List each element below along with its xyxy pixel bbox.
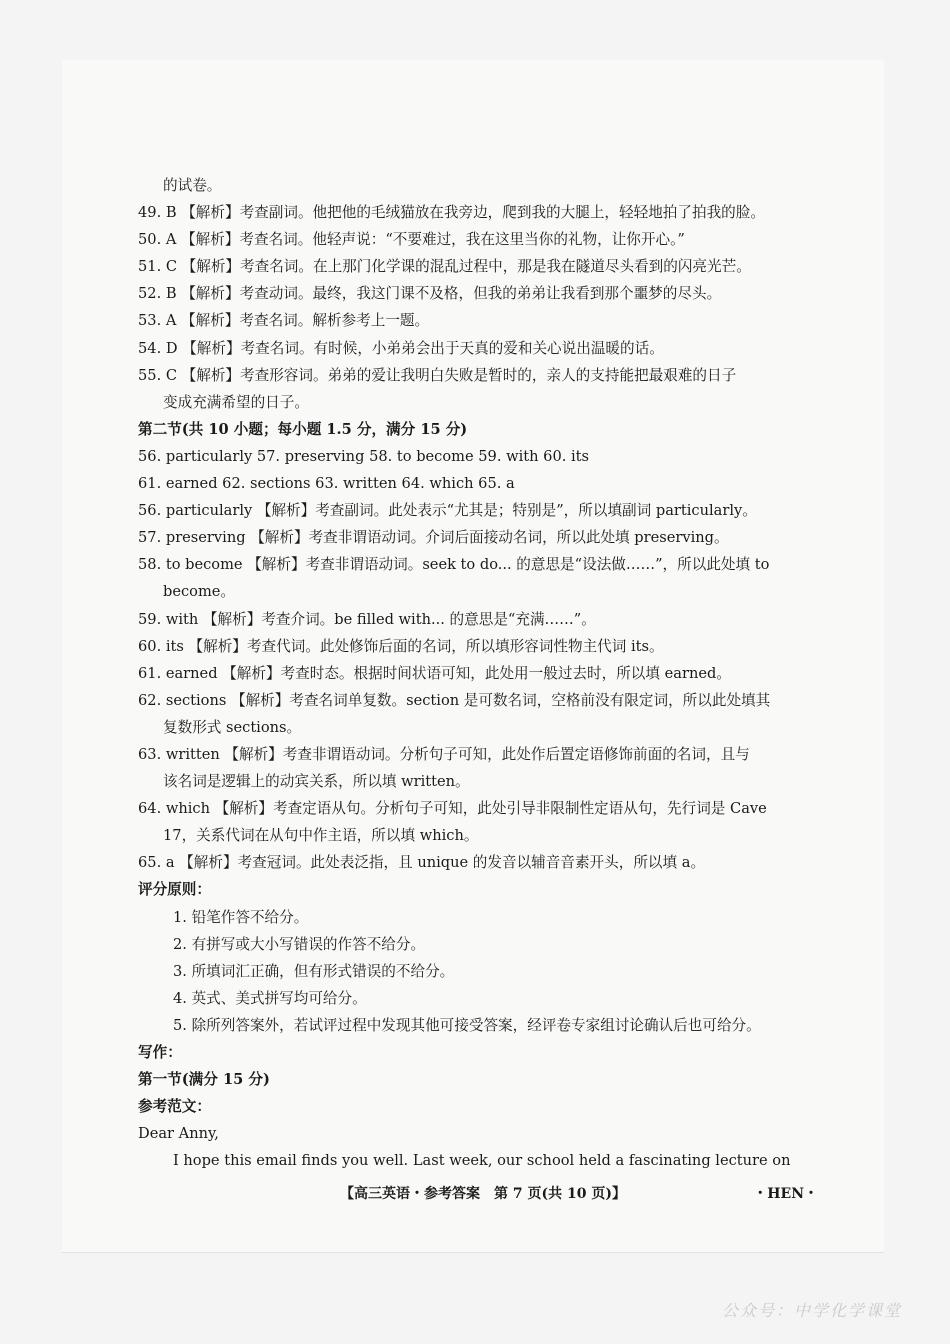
section-heading: 第二节(共 10 小题；每小题 1.5 分，满分 15 分) bbox=[138, 420, 468, 438]
answer-55: 55. C 【解析】考查形容词。弟弟的爱让我明白失败是暂时的，亲人的支持能把最艰难的日子 bbox=[138, 366, 737, 384]
letter-body-line: I hope this email finds you well. Last week, our school held a fascinating lecture on bbox=[173, 1152, 791, 1170]
text-line: become。 bbox=[163, 583, 236, 601]
answer-58: 58. to become 【解析】考查非谓语动词。seek to do... 的意思是“设法做……”，所以此处填 to bbox=[138, 556, 770, 574]
text-line: 17，关系代词在从句中作主语，所以填 which。 bbox=[163, 827, 479, 845]
scoring-rule: 5. 除所列答案外，若试评过程中发现其他可接受答案，经评卷专家组讨论确认后也可给分。 bbox=[173, 1016, 761, 1034]
answer-content bbox=[138, 172, 818, 1174]
answer-60: 60. its 【解析】考查代词。此处修饰后面的名词，所以填形容词性物主代词 its。 bbox=[138, 637, 664, 655]
answer-54: 54. D 【解析】考查名词。有时候，小弟弟会出于天真的爱和关心说出温暖的话。 bbox=[138, 339, 664, 357]
letter-salutation: Dear Anny, bbox=[138, 1125, 219, 1143]
answer-51: 51. C 【解析】考查名词。在上那门化学课的混乱过程中，那是我在隧道尽头看到的闪亮光芒。 bbox=[138, 258, 751, 276]
answer-summary-row: 61. earned 62. sections 63. written 64. which 65. a bbox=[138, 475, 515, 493]
answer-65: 65. a 【解析】考查冠词。此处表泛指，且 unique 的发音以辅音音素开头，所以填 a。 bbox=[138, 854, 706, 872]
writing-heading: 写作： bbox=[138, 1044, 182, 1061]
answer-summary-row: 56. particularly 57. preserving 58. to become 59. with 60. its bbox=[138, 447, 590, 465]
answer-57: 57. preserving 【解析】考查非谓语动词。介词后面接动名词，所以此处填 preserving。 bbox=[138, 529, 729, 547]
footer-code: ・HEN・ bbox=[753, 1186, 818, 1202]
section-heading: 第一节(满分 15 分) bbox=[138, 1071, 270, 1089]
answer-62: 62. sections 【解析】考查名词单复数。section 是可数名词，空格前没有限定词，所以此处填其 bbox=[138, 691, 771, 709]
scoring-rule: 1. 铅笔作答不给分。 bbox=[173, 908, 309, 926]
answer-50: 50. A 【解析】考查名词。他轻声说：“不要难过，我在这里当你的礼物，让你开心。” bbox=[138, 231, 685, 249]
answer-56: 56. particularly 【解析】考查副词。此处表示“尤其是；特别是”，所以填副词 particularly。 bbox=[138, 502, 757, 520]
answer-59: 59. with 【解析】考查介词。be filled with... 的意思是“充满……”。 bbox=[138, 610, 596, 628]
answer-52: 52. B 【解析】考查动词。最终，我这门课不及格，但我的弟弟让我看到那个噩梦的尽头。 bbox=[138, 285, 722, 303]
sample-heading: 参考范文： bbox=[138, 1098, 211, 1116]
footer-title: 【高三英语・参考答案 第 7 页(共 10 页)】 bbox=[340, 1186, 626, 1202]
scoring-rule: 2. 有拼写或大小写错误的作答不给分。 bbox=[173, 935, 426, 953]
scoring-heading: 评分原则： bbox=[138, 881, 211, 899]
text-line: 变成充满希望的日子。 bbox=[163, 393, 309, 411]
scoring-rule: 3. 所填词汇正确，但有形式错误的不给分。 bbox=[173, 962, 455, 980]
text-line: 该名词是逻辑上的动宾关系，所以填 written。 bbox=[163, 773, 470, 791]
answer-53: 53. A 【解析】考查名词。解析参考上一题。 bbox=[138, 312, 430, 330]
answer-63: 63. written 【解析】考查非谓语动词。分析句子可知，此处作后置定语修饰前面的名词，且与 bbox=[138, 745, 750, 763]
text-line: 的试卷。 bbox=[163, 177, 222, 194]
answer-49: 49. B 【解析】考查副词。他把他的毛绒猫放在我旁边，爬到我的大腿上，轻轻地拍了拍我的脸。 bbox=[138, 204, 765, 222]
scoring-rule: 4. 英式、美式拼写均可给分。 bbox=[173, 989, 367, 1007]
divider bbox=[62, 1252, 884, 1253]
text-line: 复数形式 sections。 bbox=[163, 718, 302, 736]
answer-64: 64. which 【解析】考查定语从句。分析句子可知，此处引导非限制性定语从句，先行词是 Cave bbox=[138, 800, 767, 818]
answer-61: 61. earned 【解析】考查时态。根据时间状语可知，此处用一般过去时，所以填 earned。 bbox=[138, 664, 731, 682]
watermark: 公众号：中学化学课堂 bbox=[721, 1301, 902, 1320]
